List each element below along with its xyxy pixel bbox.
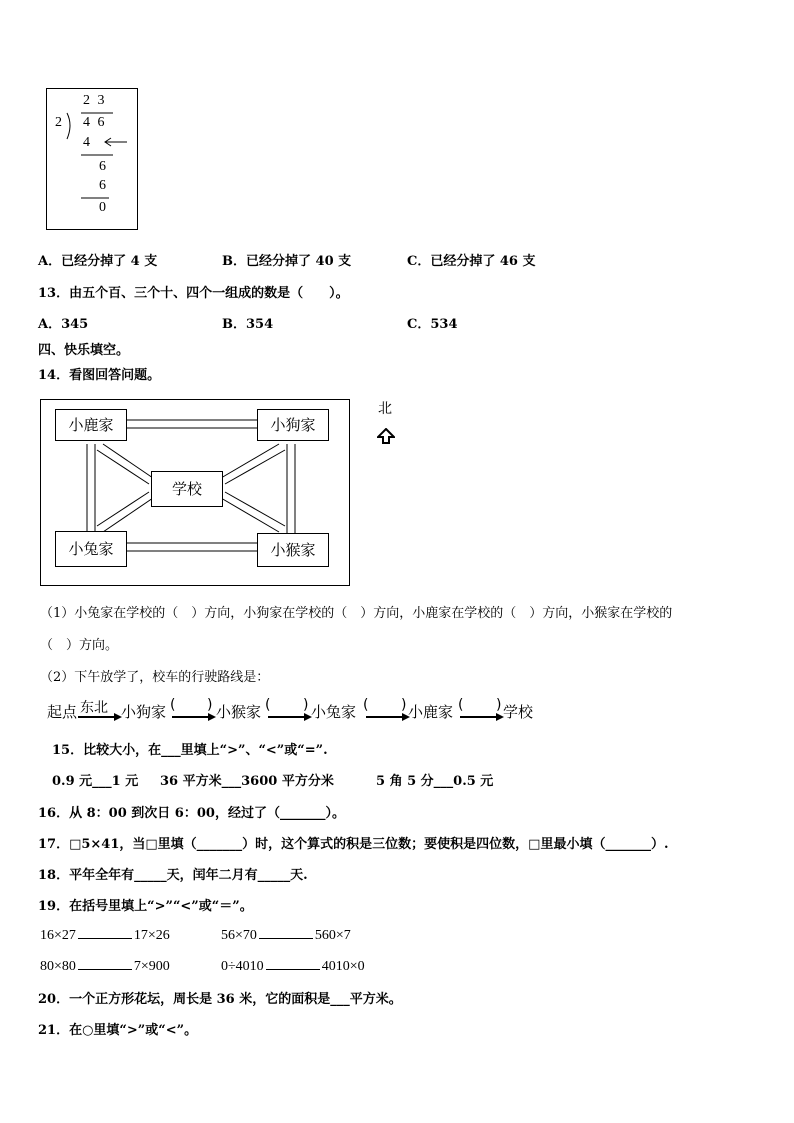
q15-text: 15．比较大小，在___里填上“>”、“<”或“=”. xyxy=(52,743,328,758)
q14-part1-line2: （ ）方向。 xyxy=(40,638,119,653)
q18-text: 18．平年全年有_____天，闰年二月有_____天. xyxy=(38,868,308,883)
route-stop-monkey: 小猴家 xyxy=(216,703,262,721)
q19-row1-item1: 16×27 17×26 xyxy=(40,928,170,943)
division-dividend: 4 6 xyxy=(83,115,107,130)
q14-part2: （2）下午放学了，校车的行驶路线是： xyxy=(40,670,270,685)
route-paren-open: ( xyxy=(363,697,369,713)
long-division-figure xyxy=(46,88,138,230)
q19-text: 19．在括号里填上“>”“<”或“＝”。 xyxy=(38,899,253,914)
route-paren-close: ) xyxy=(303,697,309,713)
route-arrow-icon xyxy=(366,712,410,722)
q16-text: 16．从 8：00 到次日 6：00，经过了（_______）。 xyxy=(38,806,345,821)
route-arrow-icon xyxy=(78,712,122,722)
q12-option-b: B．已经分掉了 40 支 xyxy=(222,254,352,269)
map-monkey-house: 小猴家 xyxy=(257,533,329,567)
route-paren-close: ) xyxy=(496,697,502,713)
up-arrow-icon xyxy=(377,428,395,444)
q15-item-1: 0.9 元___1 元 xyxy=(52,774,139,789)
route-stop-deer: 小鹿家 xyxy=(408,703,454,721)
route-arrow-icon xyxy=(172,712,216,722)
map-dog-house: 小狗家 xyxy=(257,409,329,441)
q20-text: 20．一个正方形花坛，周长是 36 米，它的面积是___平方米。 xyxy=(38,992,402,1007)
q19-row2-item1: 80×80 7×900 xyxy=(40,959,170,974)
q13-option-a: A．345 xyxy=(38,317,89,332)
route-arrow-icon xyxy=(268,712,312,722)
division-divisor: 2 xyxy=(55,115,62,130)
map-deer-house: 小鹿家 xyxy=(55,409,127,441)
q13-text: 13．由五个百、三个十、四个一组成的数是（ ）。 xyxy=(38,286,349,301)
q12-option-c: C．已经分掉了 46 支 xyxy=(407,254,536,269)
division-remainder: 0 xyxy=(99,200,106,215)
q19-row2-item2: 0÷4010 4010×0 xyxy=(221,959,365,974)
division-lines xyxy=(47,89,137,229)
q15-item-2: 36 平方米___3600 平方分米 xyxy=(160,774,334,789)
route-stop-dog: 小狗家 xyxy=(121,703,167,721)
division-step2: 6 xyxy=(99,159,106,174)
route-paren-close: ) xyxy=(401,697,407,713)
q14-text: 14．看图回答问题。 xyxy=(38,368,161,383)
route-first-direction: 东北 xyxy=(80,700,108,716)
route-paren-open: ( xyxy=(265,697,271,713)
route-start: 起点 xyxy=(47,703,78,721)
north-label: 北 xyxy=(378,401,392,417)
route-paren-close: ) xyxy=(207,697,213,713)
q14-part1-line1: （1）小兔家在学校的（ ）方向，小狗家在学校的（ ）方向，小鹿家在学校的（ ）方向，小猴家在学校的 xyxy=(40,606,673,621)
route-paren-open: ( xyxy=(170,697,176,713)
q17-text: 17．□5×41，当□里填（_______）时，这个算式的积是三位数；要使积是四位数，□里最小填（_______）. xyxy=(38,837,669,852)
q13-option-b: B．354 xyxy=(222,317,274,332)
route-end: 学校 xyxy=(503,703,534,721)
q21-text: 21．在○里填“>”或“<”。 xyxy=(38,1023,198,1038)
route-arrow-icon xyxy=(460,712,504,722)
section-heading: 四、快乐填空。 xyxy=(38,343,130,358)
route-stop-rabbit: 小兔家 xyxy=(311,703,357,721)
route-paren-open: ( xyxy=(458,697,464,713)
map-school: 学校 xyxy=(151,471,223,507)
q12-option-a: A．已经分掉了 4 支 xyxy=(38,254,158,269)
q15-item-3: 5 角 5 分___0.5 元 xyxy=(376,774,494,789)
map-figure xyxy=(40,399,350,586)
q13-option-c: C．534 xyxy=(407,317,458,332)
division-step1: 4 xyxy=(83,135,90,150)
division-quotient: 2 3 xyxy=(83,93,107,108)
q19-row1-item2: 56×70 560×7 xyxy=(221,928,351,943)
division-step3: 6 xyxy=(99,178,106,193)
map-rabbit-house: 小兔家 xyxy=(55,531,127,567)
